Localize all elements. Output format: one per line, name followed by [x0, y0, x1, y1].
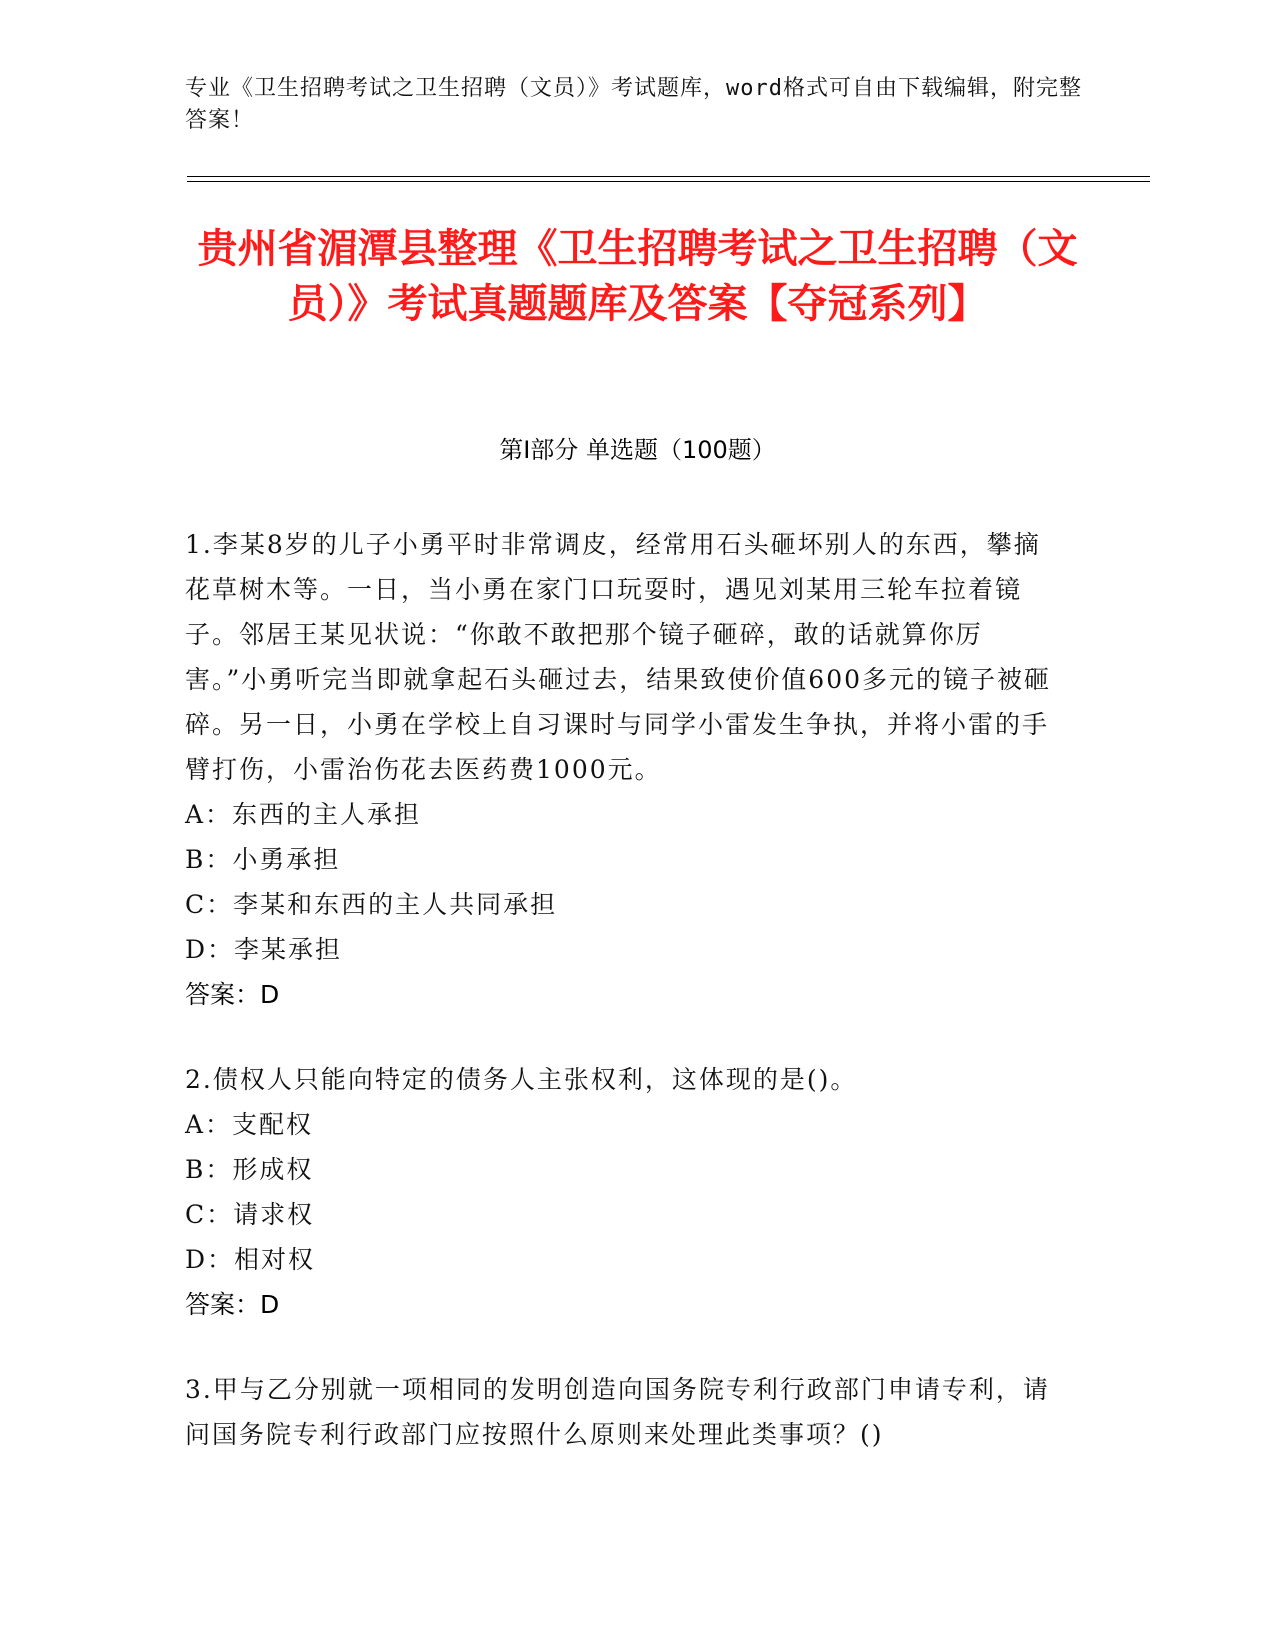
question-stem: 2.债权人只能向特定的债务人主张权利，这体现的是()。 [185, 1065, 858, 1094]
question-2 [185, 1057, 1065, 1327]
option-a: A：支配权 [185, 1110, 314, 1139]
option-b: B：形成权 [185, 1155, 314, 1184]
header-divider-bottom [187, 181, 1150, 182]
question-stem: 3.甲与乙分别就一项相同的发明创造向国务院专利行政部门申请专利，请问国务院专利行政部门应按照什么原则来处理此类事项？() [185, 1375, 1050, 1449]
option-c: C：李某和东西的主人共同承担 [185, 890, 558, 919]
answer-line: 答案：D [185, 980, 280, 1009]
option-d: D：相对权 [185, 1245, 316, 1274]
option-a: A：东西的主人承担 [185, 800, 422, 829]
question-1 [185, 522, 1065, 1017]
answer-line: 答案：D [185, 1290, 280, 1319]
question-stem: 1.李某8岁的儿子小勇平时非常调皮，经常用石头砸坏别人的东西，攀摘花草树木等。一日，当小勇在家门口玩耍时，遇见刘某用三轮车拉着镜子。邻居王某见状说：“你敢不敢把那个镜子砸碎，敢的话就算你厉害。”小勇听完当即就拿起石头砸过去，结果致使价值600多元的镜子被砸碎。另一日，小勇在学校上自习课时与同学小雷发生争执，并将小雷的手臂打伤，小雷治伤花去医药费1000元。 [185, 530, 1052, 784]
header-divider-top [187, 176, 1150, 177]
option-d: D：李某承担 [185, 935, 343, 964]
question-list [185, 522, 1065, 1497]
header-note: 专业《卫生招聘考试之卫生招聘（文员）》考试题库，word格式可自由下载编辑，附完整答案！ [185, 76, 1082, 133]
option-b: B：小勇承担 [185, 845, 341, 874]
section-heading: 第I部分 单选题（100题） [499, 436, 776, 464]
document-title: 贵州省湄潭县整理《卫生招聘考试之卫生招聘（文员）》考试真题题库及答案【夺冠系列】 [197, 226, 1078, 327]
option-c: C：请求权 [185, 1200, 315, 1229]
question-3 [185, 1367, 1065, 1457]
